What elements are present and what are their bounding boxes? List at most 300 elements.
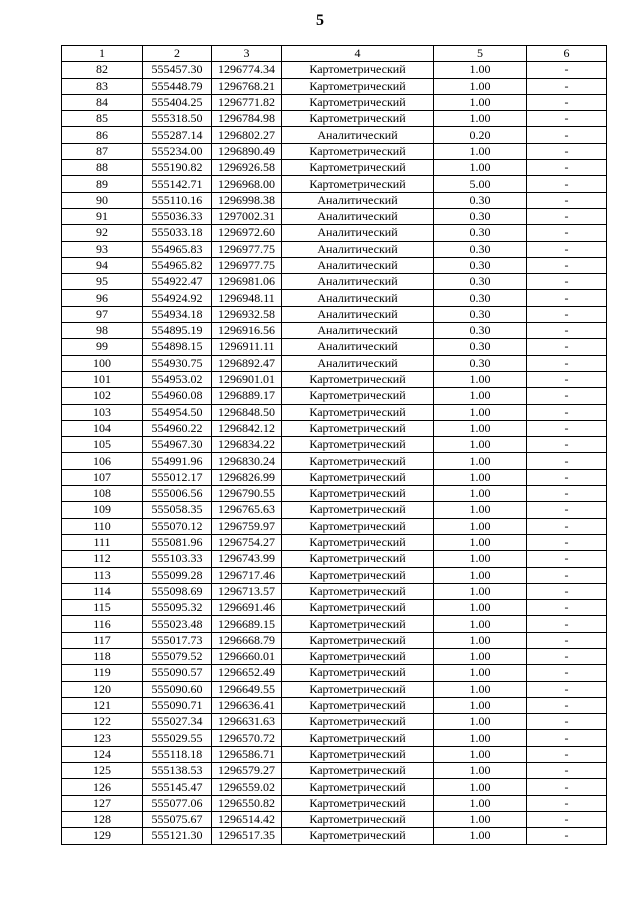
method-cell: Картометрический xyxy=(282,600,434,616)
method-cell: Картометрический xyxy=(282,78,434,94)
description-cell: - xyxy=(527,583,607,599)
point-number-cell: 108 xyxy=(62,486,143,502)
table-row xyxy=(62,290,607,306)
method-cell: Аналитический xyxy=(282,225,434,241)
method-cell: Картометрический xyxy=(282,62,434,78)
page-number: 5 xyxy=(316,12,324,29)
table-row xyxy=(62,763,607,779)
description-cell: - xyxy=(527,111,607,127)
x-coordinate-cell: 554922.47 xyxy=(143,274,212,290)
method-cell: Картометрический xyxy=(282,518,434,534)
x-coordinate-cell: 555121.30 xyxy=(143,828,212,844)
description-cell: - xyxy=(527,241,607,257)
x-coordinate-cell: 555098.69 xyxy=(143,583,212,599)
y-coordinate-cell: 1297002.31 xyxy=(212,208,282,224)
point-number-cell: 126 xyxy=(62,779,143,795)
point-number-cell: 84 xyxy=(62,94,143,110)
accuracy-cell: 1.00 xyxy=(434,143,527,159)
description-cell: - xyxy=(527,160,607,176)
description-cell: - xyxy=(527,371,607,387)
point-number-cell: 92 xyxy=(62,225,143,241)
table-row xyxy=(62,616,607,632)
point-number-cell: 82 xyxy=(62,62,143,78)
x-coordinate-cell: 555404.25 xyxy=(143,94,212,110)
method-cell: Картометрический xyxy=(282,388,434,404)
point-number-cell: 103 xyxy=(62,404,143,420)
method-cell: Картометрический xyxy=(282,583,434,599)
x-coordinate-cell: 555012.17 xyxy=(143,469,212,485)
y-coordinate-cell: 1296790.55 xyxy=(212,486,282,502)
accuracy-cell: 1.00 xyxy=(434,763,527,779)
y-coordinate-cell: 1296774.34 xyxy=(212,62,282,78)
table-row xyxy=(62,665,607,681)
x-coordinate-cell: 555070.12 xyxy=(143,518,212,534)
x-coordinate-cell: 555058.35 xyxy=(143,502,212,518)
accuracy-cell: 5.00 xyxy=(434,176,527,192)
point-number-cell: 124 xyxy=(62,746,143,762)
y-coordinate-cell: 1296977.75 xyxy=(212,241,282,257)
description-cell: - xyxy=(527,600,607,616)
x-coordinate-cell: 554934.18 xyxy=(143,306,212,322)
x-coordinate-cell: 555090.71 xyxy=(143,697,212,713)
method-cell: Картометрический xyxy=(282,551,434,567)
point-number-cell: 107 xyxy=(62,469,143,485)
point-number-cell: 111 xyxy=(62,534,143,550)
table-row xyxy=(62,697,607,713)
method-cell: Картометрический xyxy=(282,714,434,730)
table-row xyxy=(62,681,607,697)
description-cell: - xyxy=(527,355,607,371)
description-cell: - xyxy=(527,437,607,453)
accuracy-cell: 1.00 xyxy=(434,437,527,453)
point-number-cell: 115 xyxy=(62,600,143,616)
point-number-cell: 89 xyxy=(62,176,143,192)
description-cell: - xyxy=(527,681,607,697)
description-cell: - xyxy=(527,779,607,795)
table-row xyxy=(62,583,607,599)
x-coordinate-cell: 555099.28 xyxy=(143,567,212,583)
x-coordinate-cell: 555017.73 xyxy=(143,632,212,648)
description-cell: - xyxy=(527,192,607,208)
table-row xyxy=(62,62,607,78)
point-number-cell: 99 xyxy=(62,339,143,355)
description-cell: - xyxy=(527,274,607,290)
y-coordinate-cell: 1296926.58 xyxy=(212,160,282,176)
table-row xyxy=(62,355,607,371)
method-cell: Картометрический xyxy=(282,404,434,420)
table-row xyxy=(62,714,607,730)
y-coordinate-cell: 1296717.46 xyxy=(212,567,282,583)
column-header-1: 1 xyxy=(62,46,143,62)
accuracy-cell: 0.30 xyxy=(434,339,527,355)
y-coordinate-cell: 1296911.11 xyxy=(212,339,282,355)
description-cell: - xyxy=(527,127,607,143)
point-number-cell: 104 xyxy=(62,420,143,436)
column-header-5: 5 xyxy=(434,46,527,62)
accuracy-cell: 1.00 xyxy=(434,94,527,110)
y-coordinate-cell: 1296826.99 xyxy=(212,469,282,485)
y-coordinate-cell: 1296652.49 xyxy=(212,665,282,681)
coordinates-table xyxy=(61,45,607,845)
method-cell: Аналитический xyxy=(282,339,434,355)
point-number-cell: 129 xyxy=(62,828,143,844)
table-row xyxy=(62,502,607,518)
method-cell: Аналитический xyxy=(282,306,434,322)
point-number-cell: 93 xyxy=(62,241,143,257)
point-number-cell: 85 xyxy=(62,111,143,127)
table-row xyxy=(62,632,607,648)
method-cell: Аналитический xyxy=(282,192,434,208)
x-coordinate-cell: 554930.75 xyxy=(143,355,212,371)
table-row xyxy=(62,94,607,110)
description-cell: - xyxy=(527,632,607,648)
point-number-cell: 117 xyxy=(62,632,143,648)
description-cell: - xyxy=(527,746,607,762)
y-coordinate-cell: 1296968.00 xyxy=(212,176,282,192)
method-cell: Картометрический xyxy=(282,648,434,664)
description-cell: - xyxy=(527,828,607,844)
y-coordinate-cell: 1296848.50 xyxy=(212,404,282,420)
table-row xyxy=(62,192,607,208)
accuracy-cell: 1.00 xyxy=(434,600,527,616)
x-coordinate-cell: 555318.50 xyxy=(143,111,212,127)
table-row xyxy=(62,486,607,502)
y-coordinate-cell: 1296514.42 xyxy=(212,811,282,827)
x-coordinate-cell: 555095.32 xyxy=(143,600,212,616)
point-number-cell: 128 xyxy=(62,811,143,827)
x-coordinate-cell: 555103.33 xyxy=(143,551,212,567)
table-row xyxy=(62,469,607,485)
column-header-2: 2 xyxy=(143,46,212,62)
description-cell: - xyxy=(527,469,607,485)
y-coordinate-cell: 1296892.47 xyxy=(212,355,282,371)
table-row xyxy=(62,404,607,420)
accuracy-cell: 1.00 xyxy=(434,388,527,404)
y-coordinate-cell: 1296916.56 xyxy=(212,323,282,339)
table-row xyxy=(62,225,607,241)
description-cell: - xyxy=(527,714,607,730)
accuracy-cell: 1.00 xyxy=(434,469,527,485)
description-cell: - xyxy=(527,551,607,567)
y-coordinate-cell: 1296660.01 xyxy=(212,648,282,664)
x-coordinate-cell: 555457.30 xyxy=(143,62,212,78)
method-cell: Картометрический xyxy=(282,681,434,697)
column-header-3: 3 xyxy=(212,46,282,62)
y-coordinate-cell: 1296981.06 xyxy=(212,274,282,290)
x-coordinate-cell: 554924.92 xyxy=(143,290,212,306)
method-cell: Аналитический xyxy=(282,274,434,290)
description-cell: - xyxy=(527,62,607,78)
description-cell: - xyxy=(527,176,607,192)
y-coordinate-cell: 1296834.22 xyxy=(212,437,282,453)
method-cell: Картометрический xyxy=(282,616,434,632)
y-coordinate-cell: 1296901.01 xyxy=(212,371,282,387)
description-cell: - xyxy=(527,78,607,94)
table-row xyxy=(62,746,607,762)
method-cell: Аналитический xyxy=(282,257,434,273)
y-coordinate-cell: 1296784.98 xyxy=(212,111,282,127)
accuracy-cell: 1.00 xyxy=(434,665,527,681)
accuracy-cell: 1.00 xyxy=(434,730,527,746)
accuracy-cell: 0.30 xyxy=(434,290,527,306)
table-row xyxy=(62,371,607,387)
description-cell: - xyxy=(527,143,607,159)
table-row xyxy=(62,551,607,567)
y-coordinate-cell: 1296649.55 xyxy=(212,681,282,697)
table-row xyxy=(62,828,607,844)
table-row xyxy=(62,420,607,436)
method-cell: Картометрический xyxy=(282,486,434,502)
y-coordinate-cell: 1296768.21 xyxy=(212,78,282,94)
point-number-cell: 119 xyxy=(62,665,143,681)
x-coordinate-cell: 555190.82 xyxy=(143,160,212,176)
description-cell: - xyxy=(527,763,607,779)
description-cell: - xyxy=(527,388,607,404)
y-coordinate-cell: 1296517.35 xyxy=(212,828,282,844)
point-number-cell: 88 xyxy=(62,160,143,176)
table-row xyxy=(62,648,607,664)
method-cell: Картометрический xyxy=(282,160,434,176)
description-cell: - xyxy=(527,795,607,811)
x-coordinate-cell: 555029.55 xyxy=(143,730,212,746)
description-cell: - xyxy=(527,306,607,322)
table-row xyxy=(62,811,607,827)
point-number-cell: 95 xyxy=(62,274,143,290)
point-number-cell: 110 xyxy=(62,518,143,534)
table-row xyxy=(62,160,607,176)
method-cell: Картометрический xyxy=(282,143,434,159)
point-number-cell: 125 xyxy=(62,763,143,779)
method-cell: Картометрический xyxy=(282,453,434,469)
method-cell: Картометрический xyxy=(282,567,434,583)
method-cell: Картометрический xyxy=(282,94,434,110)
accuracy-cell: 0.30 xyxy=(434,257,527,273)
table-row xyxy=(62,567,607,583)
y-coordinate-cell: 1296559.02 xyxy=(212,779,282,795)
y-coordinate-cell: 1296890.49 xyxy=(212,143,282,159)
description-cell: - xyxy=(527,339,607,355)
description-cell: - xyxy=(527,290,607,306)
point-number-cell: 116 xyxy=(62,616,143,632)
y-coordinate-cell: 1296998.38 xyxy=(212,192,282,208)
table-row xyxy=(62,274,607,290)
x-coordinate-cell: 554967.30 xyxy=(143,437,212,453)
description-cell: - xyxy=(527,420,607,436)
description-cell: - xyxy=(527,208,607,224)
description-cell: - xyxy=(527,257,607,273)
table-row xyxy=(62,257,607,273)
y-coordinate-cell: 1296830.24 xyxy=(212,453,282,469)
table-row xyxy=(62,143,607,159)
description-cell: - xyxy=(527,453,607,469)
method-cell: Картометрический xyxy=(282,176,434,192)
point-number-cell: 120 xyxy=(62,681,143,697)
x-coordinate-cell: 554991.96 xyxy=(143,453,212,469)
table-row xyxy=(62,208,607,224)
point-number-cell: 127 xyxy=(62,795,143,811)
y-coordinate-cell: 1296586.71 xyxy=(212,746,282,762)
accuracy-cell: 1.00 xyxy=(434,420,527,436)
table-body xyxy=(62,62,607,844)
accuracy-cell: 1.00 xyxy=(434,746,527,762)
y-coordinate-cell: 1296889.17 xyxy=(212,388,282,404)
point-number-cell: 98 xyxy=(62,323,143,339)
method-cell: Аналитический xyxy=(282,290,434,306)
x-coordinate-cell: 554953.02 xyxy=(143,371,212,387)
method-cell: Аналитический xyxy=(282,241,434,257)
y-coordinate-cell: 1296932.58 xyxy=(212,306,282,322)
method-cell: Картометрический xyxy=(282,828,434,844)
description-cell: - xyxy=(527,534,607,550)
table-row xyxy=(62,534,607,550)
x-coordinate-cell: 555077.06 xyxy=(143,795,212,811)
accuracy-cell: 0.30 xyxy=(434,274,527,290)
y-coordinate-cell: 1296948.11 xyxy=(212,290,282,306)
point-number-cell: 86 xyxy=(62,127,143,143)
accuracy-cell: 1.00 xyxy=(434,453,527,469)
table-row xyxy=(62,176,607,192)
method-cell: Картометрический xyxy=(282,469,434,485)
point-number-cell: 87 xyxy=(62,143,143,159)
table-row xyxy=(62,339,607,355)
x-coordinate-cell: 555145.47 xyxy=(143,779,212,795)
x-coordinate-cell: 554965.83 xyxy=(143,241,212,257)
column-header-6: 6 xyxy=(527,46,607,62)
point-number-cell: 121 xyxy=(62,697,143,713)
point-number-cell: 123 xyxy=(62,730,143,746)
point-number-cell: 101 xyxy=(62,371,143,387)
point-number-cell: 83 xyxy=(62,78,143,94)
y-coordinate-cell: 1296972.60 xyxy=(212,225,282,241)
x-coordinate-cell: 554954.50 xyxy=(143,404,212,420)
x-coordinate-cell: 555110.16 xyxy=(143,192,212,208)
method-cell: Аналитический xyxy=(282,208,434,224)
table-header-row xyxy=(62,46,607,62)
x-coordinate-cell: 555033.18 xyxy=(143,225,212,241)
x-coordinate-cell: 555090.60 xyxy=(143,681,212,697)
description-cell: - xyxy=(527,648,607,664)
y-coordinate-cell: 1296636.41 xyxy=(212,697,282,713)
y-coordinate-cell: 1296842.12 xyxy=(212,420,282,436)
point-number-cell: 118 xyxy=(62,648,143,664)
accuracy-cell: 1.00 xyxy=(434,616,527,632)
method-cell: Картометрический xyxy=(282,779,434,795)
accuracy-cell: 1.00 xyxy=(434,62,527,78)
description-cell: - xyxy=(527,730,607,746)
table-row xyxy=(62,127,607,143)
accuracy-cell: 1.00 xyxy=(434,779,527,795)
y-coordinate-cell: 1296668.79 xyxy=(212,632,282,648)
x-coordinate-cell: 554965.82 xyxy=(143,257,212,273)
point-number-cell: 113 xyxy=(62,567,143,583)
x-coordinate-cell: 554960.08 xyxy=(143,388,212,404)
x-coordinate-cell: 555006.56 xyxy=(143,486,212,502)
accuracy-cell: 1.00 xyxy=(434,78,527,94)
accuracy-cell: 1.00 xyxy=(434,518,527,534)
point-number-cell: 102 xyxy=(62,388,143,404)
accuracy-cell: 0.20 xyxy=(434,127,527,143)
accuracy-cell: 1.00 xyxy=(434,111,527,127)
x-coordinate-cell: 555036.33 xyxy=(143,208,212,224)
y-coordinate-cell: 1296802.27 xyxy=(212,127,282,143)
table-row xyxy=(62,600,607,616)
point-number-cell: 96 xyxy=(62,290,143,306)
accuracy-cell: 1.00 xyxy=(434,811,527,827)
x-coordinate-cell: 555234.00 xyxy=(143,143,212,159)
description-cell: - xyxy=(527,518,607,534)
accuracy-cell: 0.30 xyxy=(434,208,527,224)
y-coordinate-cell: 1296771.82 xyxy=(212,94,282,110)
point-number-cell: 100 xyxy=(62,355,143,371)
point-number-cell: 94 xyxy=(62,257,143,273)
y-coordinate-cell: 1296691.46 xyxy=(212,600,282,616)
table-row xyxy=(62,388,607,404)
table-row xyxy=(62,323,607,339)
description-cell: - xyxy=(527,486,607,502)
accuracy-cell: 1.00 xyxy=(434,404,527,420)
accuracy-cell: 1.00 xyxy=(434,371,527,387)
x-coordinate-cell: 555090.57 xyxy=(143,665,212,681)
y-coordinate-cell: 1296977.75 xyxy=(212,257,282,273)
point-number-cell: 91 xyxy=(62,208,143,224)
y-coordinate-cell: 1296759.97 xyxy=(212,518,282,534)
table-row xyxy=(62,518,607,534)
description-cell: - xyxy=(527,697,607,713)
y-coordinate-cell: 1296754.27 xyxy=(212,534,282,550)
y-coordinate-cell: 1296689.15 xyxy=(212,616,282,632)
point-number-cell: 109 xyxy=(62,502,143,518)
accuracy-cell: 1.00 xyxy=(434,567,527,583)
method-cell: Аналитический xyxy=(282,323,434,339)
method-cell: Картометрический xyxy=(282,665,434,681)
table-row xyxy=(62,453,607,469)
method-cell: Картометрический xyxy=(282,763,434,779)
point-number-cell: 106 xyxy=(62,453,143,469)
method-cell: Аналитический xyxy=(282,355,434,371)
table-row xyxy=(62,779,607,795)
table-row xyxy=(62,78,607,94)
x-coordinate-cell: 554960.22 xyxy=(143,420,212,436)
description-cell: - xyxy=(527,665,607,681)
point-number-cell: 97 xyxy=(62,306,143,322)
x-coordinate-cell: 555138.53 xyxy=(143,763,212,779)
description-cell: - xyxy=(527,502,607,518)
method-cell: Картометрический xyxy=(282,746,434,762)
description-cell: - xyxy=(527,567,607,583)
accuracy-cell: 1.00 xyxy=(434,502,527,518)
method-cell: Картометрический xyxy=(282,811,434,827)
table-row xyxy=(62,241,607,257)
y-coordinate-cell: 1296631.63 xyxy=(212,714,282,730)
table-row xyxy=(62,730,607,746)
accuracy-cell: 1.00 xyxy=(434,583,527,599)
accuracy-cell: 0.30 xyxy=(434,323,527,339)
description-cell: - xyxy=(527,323,607,339)
y-coordinate-cell: 1296570.72 xyxy=(212,730,282,746)
table-row xyxy=(62,111,607,127)
x-coordinate-cell: 555142.71 xyxy=(143,176,212,192)
description-cell: - xyxy=(527,616,607,632)
method-cell: Картометрический xyxy=(282,371,434,387)
point-number-cell: 122 xyxy=(62,714,143,730)
x-coordinate-cell: 555027.34 xyxy=(143,714,212,730)
x-coordinate-cell: 555448.79 xyxy=(143,78,212,94)
y-coordinate-cell: 1296713.57 xyxy=(212,583,282,599)
method-cell: Картометрический xyxy=(282,437,434,453)
x-coordinate-cell: 555079.52 xyxy=(143,648,212,664)
accuracy-cell: 0.30 xyxy=(434,306,527,322)
point-number-cell: 105 xyxy=(62,437,143,453)
